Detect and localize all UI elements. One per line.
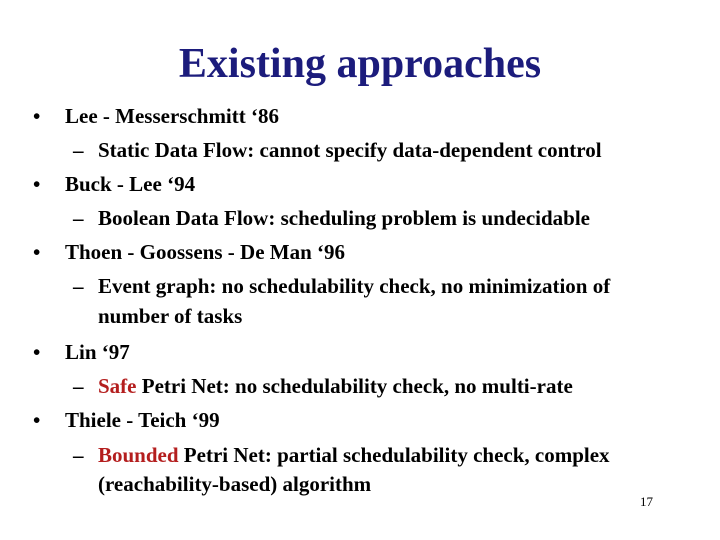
sub-item-rest: Petri Net: no schedulability check, no multi-rate [136, 374, 573, 398]
dash-icon: – [73, 206, 84, 230]
slide-title: Existing approaches [178, 41, 542, 87]
page-number: 17 [640, 494, 653, 509]
dash-icon: – [73, 443, 84, 467]
bullet-dot-icon: • [33, 240, 41, 264]
bullet-dot-icon: • [33, 408, 41, 432]
sub-item-text [98, 443, 610, 467]
sub-item-text: number of tasks [98, 304, 243, 328]
highlight-text: Bounded [98, 443, 179, 467]
sub-item-text: Boolean Data Flow: scheduling problem is undecidable [98, 206, 591, 230]
bullet-text: Thoen - Goossens - De Man ‘96 [65, 240, 346, 264]
highlight-text: Safe [98, 374, 137, 398]
bullet-dot-icon: • [33, 340, 41, 364]
bullet-text: Thiele - Teich ‘99 [65, 408, 220, 432]
bullet-text: Lin ‘97 [65, 340, 130, 364]
sub-item-text [98, 374, 573, 398]
sub-item-rest: Petri Net: partial schedulability check, complex [178, 443, 610, 467]
bullet-text: Lee - Messerschmitt ‘86 [65, 104, 279, 128]
sub-item-text: Event graph: no schedulability check, no minimization of [98, 274, 611, 298]
bullet-text: Buck - Lee ‘94 [65, 172, 196, 196]
sub-item-text: Static Data Flow: cannot specify data-dependent control [98, 138, 602, 162]
sub-item-text: (reachability-based) algorithm [98, 472, 372, 496]
bullet-dot-icon: • [33, 172, 41, 196]
dash-icon: – [73, 274, 84, 298]
dash-icon: – [73, 138, 84, 162]
dash-icon: – [73, 374, 84, 398]
bullet-dot-icon: • [33, 104, 41, 128]
